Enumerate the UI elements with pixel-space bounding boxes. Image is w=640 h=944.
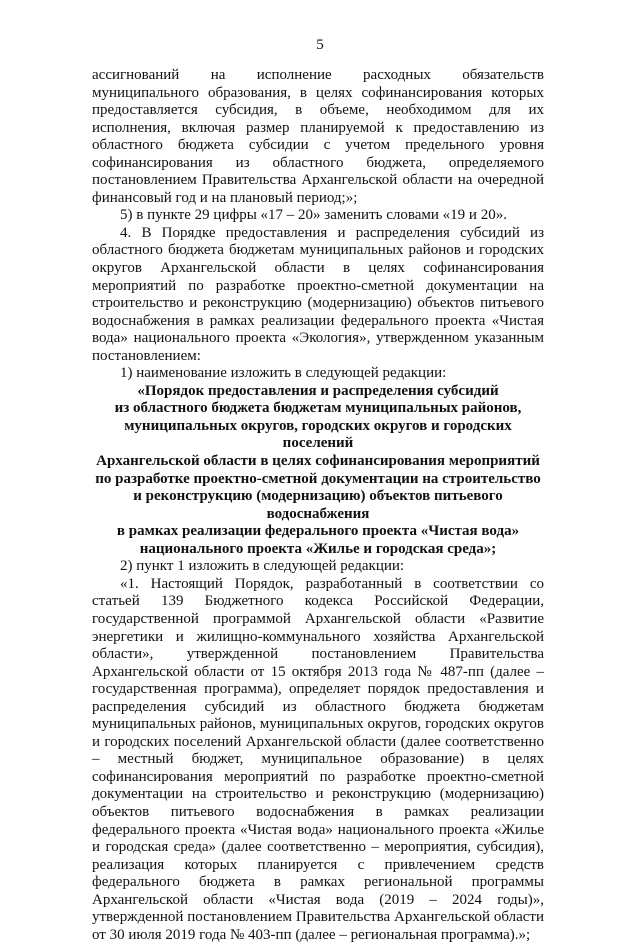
procedure-title-line: национального проекта «Жилье и городская среда»;	[139, 540, 497, 557]
procedure-title-line: в рамках реализации федерального проекта «Чистая вода»	[116, 523, 520, 540]
paragraph-item-2-instruction: 2) пункт 1 изложить в следующей редакции:	[120, 558, 405, 575]
paragraph-procedure-clause-1: «1. Настоящий Порядок, разработанный в соответствии со статьей 139 Бюджетного кодекса Российской Федерации, государственной программой Архангельской области «Развитие энергетики и жилищно-коммунального хозяйства Архангельской области», утвержденной постановлением Правительства Архангельской области от 15 октября 2013 года № 487-пп (далее – государственная программа), определяет порядок предоставления и распределения субсидий из областного бюджета бюджетам муниципальных районов, муниципальных округов, городских округов и городских поселений Архангельской области (далее соответственно – местный бюджет, муниципальное образование) в целях софинансирования мероприятий по разработке проектно-сметной документации на строительство и реконструкцию (модернизацию) объектов питьевого водоснабжения в рамках реализации федерального проекта «Чистая вода» национального проекта «Жилье и городская среда» (далее соответственно – мероприятия, субсидия), реализация которых планируется с привлечением средств федерального бюджета в рамках региональной программы Архангельской области «Чистая вода (2019 – 2024 годы)», утвержденной постановлением Правительства Архангельской области от 30 июля 2019 года № 403-пп (далее – региональная программа).»;	[92, 575, 544, 943]
page-number: 5	[316, 37, 324, 53]
paragraph-item-5: 5) в пункте 29 цифры «17 – 20» заменить словами «19 и 20».	[120, 207, 507, 224]
paragraph-item-1-title-instruction: 1) наименование изложить в следующей редакции:	[120, 365, 447, 382]
procedure-title-line: и реконструкцию (модернизацию) объектов питьевого водоснабжения	[133, 488, 503, 522]
document-body	[92, 67, 544, 944]
procedure-title-line: Архангельской области в целях софинансирования мероприятий	[96, 453, 540, 470]
procedure-title-block	[92, 383, 544, 558]
procedure-title-line: из областного бюджета бюджетам муниципальных районов,	[114, 400, 522, 417]
paragraph-section-4: 4. В Порядке предоставления и распределения субсидий из областного бюджета бюджетам муниципальных районов и городских округов Архангельской области в целях софинансирования мероприятий по разработке проектно-сметной документации на строительство и реконструкцию (модернизацию) объектов питьевого водоснабжения в рамках реализации федерального проекта «Чистая вода» национального проекта «Экология», утвержденном указанным постановлением:	[92, 224, 544, 364]
procedure-title-line: муниципальных округов, городских округов и городских поселений	[124, 417, 512, 452]
procedure-title-line: по разработке проектно-сметной документации на строительство	[95, 470, 541, 487]
procedure-title-line: «Порядок предоставления и распределения субсидий	[137, 382, 499, 399]
paragraph-appropriations-continuation: ассигнований на исполнение расходных обязательств муниципального образования, в целях софинансирования которых предоставляется субсидия, в объеме, необходимом для их исполнения, включая размер планируемой к предоставлению из областного бюджета субсидии с учетом предельного уровня софинансирования из областного бюджета, определяемого постановлением Правительства Архангельской области на очередной финансовый год и на плановый период;»;	[92, 67, 544, 206]
